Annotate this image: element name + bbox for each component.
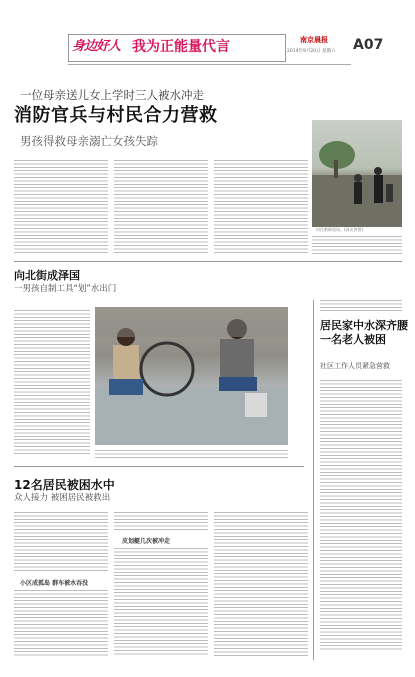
section2-title: 向北街成泽国 <box>14 269 80 282</box>
section-divider <box>14 261 402 262</box>
paper-date: 2014年9月20日 星期六 <box>287 49 336 54</box>
story-kicker: 一位母亲送儿女上学时三人被水冲走 <box>20 88 204 102</box>
section2-text-left <box>14 310 90 456</box>
section3-column-1 <box>14 512 108 572</box>
story-headline: 消防官兵与村民合力营救 <box>14 105 218 126</box>
right-column-rule <box>313 300 314 660</box>
rescue-photo-caption: 村民救助现场。(网友供图) <box>316 227 364 232</box>
boy-in-flood-scene <box>95 307 288 445</box>
section3-column-1b <box>14 590 108 656</box>
section3-column-3 <box>214 512 308 656</box>
page-number: A07 <box>353 37 384 53</box>
header-rule <box>68 64 351 65</box>
story-column-4 <box>312 236 402 254</box>
story-subhead: 男孩得救母亲溺亡女孩失踪 <box>20 134 158 148</box>
right-column-intro <box>320 300 402 312</box>
section3-column-2b <box>114 548 208 656</box>
section2-text-bottom <box>95 450 288 460</box>
rescue-photo-scene <box>312 120 402 227</box>
paper-name: 南京晨报 <box>300 35 328 44</box>
right-column-subtitle: 社区工作人员紧急营救 <box>320 362 390 370</box>
section3-title: 12名居民被困水中 <box>14 478 115 492</box>
story-column-1 <box>14 160 108 254</box>
section2-subtitle: 一男孩自制工具“划”水出门 <box>14 284 117 294</box>
story-column-2 <box>114 160 208 254</box>
story-column-3 <box>214 160 308 254</box>
section3-minihead-2: 皮划艇几次被冲走 <box>122 538 171 545</box>
right-column-text <box>320 380 402 650</box>
boy-in-flood-photo <box>95 307 288 445</box>
rescue-photo <box>312 120 402 227</box>
section3-column-2a <box>114 512 208 532</box>
section-divider-2 <box>14 466 304 467</box>
section3-minihead-1: 小区成孤岛 群车被水吞没 <box>20 580 89 587</box>
column-slogan: 我为正能量代言 <box>132 39 230 55</box>
section3-subtitle: 众人接力 被困居民被救出 <box>14 493 111 503</box>
right-column-title: 居民家中水深齐腰一名老人被困 <box>320 319 408 346</box>
column-logo: 身边好人 <box>72 39 121 54</box>
